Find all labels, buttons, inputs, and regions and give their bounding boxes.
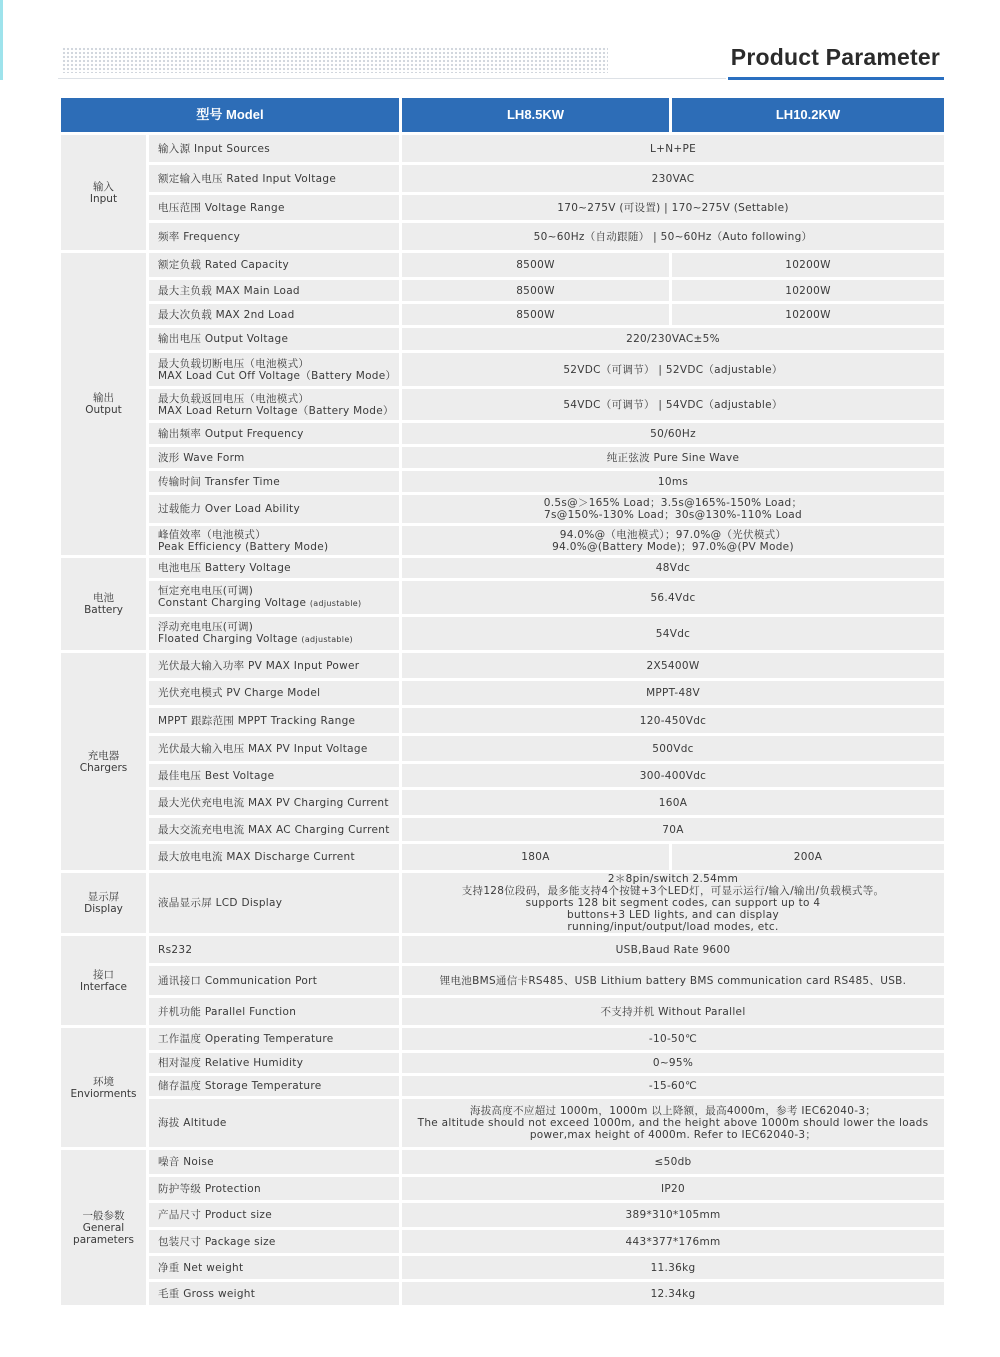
table-row	[61, 764, 944, 790]
category-input	[61, 135, 149, 253]
param-label: 净重 Net weight	[149, 1256, 402, 1282]
category-en: Interface	[79, 980, 127, 993]
category-display	[61, 873, 149, 936]
table-row	[61, 1177, 944, 1203]
param-label: 额定输入电压 Rated Input Voltage	[149, 165, 402, 195]
param-label: 包装尺寸 Package size	[149, 1230, 402, 1256]
param-value: 54VDC（可调节） | 54VDC（adjustable）	[402, 389, 944, 423]
param-value: -15-60℃	[402, 1076, 944, 1099]
param-value: 300-400Vdc	[402, 764, 944, 790]
param-label: 额定负载 Rated Capacity	[149, 253, 402, 280]
category-en: Battery	[84, 604, 123, 616]
table-row	[61, 966, 944, 998]
category-en: Input	[89, 192, 118, 205]
param-label: 电池电压 Battery Voltage	[149, 558, 402, 581]
param-value: 389*310*105mm	[402, 1203, 944, 1230]
table-row	[61, 1099, 944, 1150]
param-value	[402, 1099, 944, 1150]
param-label-en-row	[158, 597, 399, 610]
param-value: -10-50℃	[402, 1028, 944, 1053]
param-value: 2X5400W	[402, 653, 944, 681]
param-label	[149, 353, 402, 389]
category-battery	[61, 558, 149, 653]
param-label: 光伏最大输入功率 PV MAX Input Power	[149, 653, 402, 681]
param-value: 500Vdc	[402, 736, 944, 764]
param-label: 毛重 Gross weight	[149, 1282, 402, 1308]
param-label	[149, 526, 402, 558]
category-en: Display	[84, 903, 123, 915]
param-value: 170~275V (可设置) | 170~275V (Settable)	[402, 195, 944, 223]
param-label: 相对湿度 Relative Humidity	[149, 1053, 402, 1076]
param-label: 光伏充电模式 PV Charge Model	[149, 681, 402, 708]
param-label-zh: 恒定充电电压(可调)	[158, 585, 254, 597]
param-label-zh: 峰值效率（电池模式）	[158, 528, 266, 541]
table-row	[61, 558, 944, 581]
param-label	[149, 389, 402, 423]
param-label: 最大主负载 MAX Main Load	[149, 280, 402, 304]
param-label: 储存温度 Storage Temperature	[149, 1076, 402, 1099]
param-label	[149, 581, 402, 617]
param-label-zh: 最大负载返回电压（电池模式）	[158, 392, 310, 405]
param-value: 120-450Vdc	[402, 708, 944, 736]
param-label: 波形 Wave Form	[149, 447, 402, 471]
table-row	[61, 280, 944, 304]
parameter-table	[61, 98, 944, 1308]
table-row	[61, 1282, 944, 1308]
param-note: (adjustable)	[301, 635, 353, 644]
param-label-en: Peak Efficiency (Battery Mode)	[158, 540, 329, 553]
param-label-en: MAX Load Cut Off Voltage（Battery Mode）	[158, 369, 397, 382]
param-value: L+N+PE	[402, 135, 944, 165]
header-divider	[58, 78, 726, 79]
category-zh: 环境	[93, 1075, 114, 1088]
param-note: (adjustable)	[309, 599, 362, 608]
param-value: 220/230VAC±5%	[402, 328, 944, 353]
param-value: 54Vdc	[402, 617, 944, 653]
param-label: 输出频率 Output Frequency	[149, 423, 402, 447]
param-label: 通讯接口 Communication Port	[149, 966, 402, 998]
param-label: 并机功能 Parallel Function	[149, 998, 402, 1028]
param-value: 10ms	[402, 471, 944, 495]
value-line: power,max height of 4000m. Refer to IEC62040-3；	[529, 1129, 817, 1141]
param-label: 最大放电电流 MAX Discharge Current	[149, 844, 402, 873]
value-line: 支持128位段码，最多能支持4个按键+3个LED灯，可显示运行/输入/输出/负载模式等。	[461, 885, 885, 897]
param-label-en: Floated Charging Voltage	[158, 633, 298, 645]
param-label: 电压范围 Voltage Range	[149, 195, 402, 223]
value-line: 2＊8pin/switch 2.54mm	[607, 873, 739, 885]
category-en: Output	[85, 404, 122, 416]
param-label: 最大次负载 MAX 2nd Load	[149, 304, 402, 328]
model-lh8-5kw-header: LH8.5KW	[402, 98, 672, 135]
param-value: 70A	[402, 818, 944, 844]
category-interface	[61, 936, 149, 1028]
value-line: supports 128 bit segment codes, can support up to 4	[525, 897, 821, 909]
param-label: 过载能力 Over Load Ability	[149, 495, 402, 526]
table-row	[61, 1028, 944, 1053]
param-value: ≤50db	[402, 1150, 944, 1177]
category-en: parameters	[73, 1233, 134, 1246]
table-row	[61, 495, 944, 526]
left-accent-bar	[0, 0, 3, 80]
param-value	[402, 873, 944, 936]
param-value-lh8-5kw: 8500W	[402, 280, 672, 304]
param-value-lh10-2kw: 10200W	[672, 253, 944, 280]
header-dot-pattern	[62, 47, 608, 73]
value-line: 7s@150%-130% Load；30s@130%-110% Load	[544, 509, 803, 521]
category-zh: 充电器	[87, 749, 120, 762]
param-label: 防护等级 Protection	[149, 1177, 402, 1203]
table-row	[61, 471, 944, 495]
category-en: General	[82, 1221, 125, 1234]
param-value: 12.34kg	[402, 1282, 944, 1308]
param-label: MPPT 跟踪范围 MPPT Tracking Range	[149, 708, 402, 736]
param-label: 最大交流充电电流 MAX AC Charging Current	[149, 818, 402, 844]
param-label: 传输时间 Transfer Time	[149, 471, 402, 495]
param-label-en-row	[158, 633, 399, 646]
table-row	[61, 1053, 944, 1076]
param-label: 噪音 Noise	[149, 1150, 402, 1177]
page-title: Product Parameter	[730, 44, 940, 70]
param-label: 海拔 Altitude	[149, 1099, 402, 1150]
param-value: IP20	[402, 1177, 944, 1203]
table-row	[61, 389, 944, 423]
table-row	[61, 223, 944, 253]
param-value-lh10-2kw: 10200W	[672, 304, 944, 328]
table-row	[61, 873, 944, 936]
param-label: 最佳电压 Best Voltage	[149, 764, 402, 790]
param-label-zh: 浮动充电电压(可调)	[158, 621, 254, 633]
param-label: 液晶显示屏 LCD Display	[149, 873, 402, 936]
value-line: 94.0%@（电池模式）；97.0%@（光伏模式）	[559, 528, 787, 541]
param-value: USB,Baud Rate 9600	[402, 936, 944, 966]
param-label-en: Constant Charging Voltage	[158, 597, 307, 609]
param-value: MPPT-48V	[402, 681, 944, 708]
param-value: 不支持并机 Without Parallel	[402, 998, 944, 1028]
value-line: The altitude should not exceed 1000m, and the height above 1000m should lower the loads	[417, 1117, 929, 1129]
category-zh: 输入	[93, 180, 114, 193]
param-value-lh8-5kw: 180A	[402, 844, 672, 873]
param-label-zh: 最大负载切断电压（电池模式）	[158, 357, 310, 370]
param-value: 纯正弦波 Pure Sine Wave	[402, 447, 944, 471]
param-label: 频率 Frequency	[149, 223, 402, 253]
category-zh: 显示屏	[87, 891, 120, 903]
param-value: 48Vdc	[402, 558, 944, 581]
param-value: 443*377*176mm	[402, 1230, 944, 1256]
model-header: 型号 Model	[61, 98, 402, 135]
table-row	[61, 135, 944, 165]
table-row	[61, 681, 944, 708]
table-row	[61, 708, 944, 736]
table-row	[61, 653, 944, 681]
param-value: 50/60Hz	[402, 423, 944, 447]
category-zh: 接口	[93, 968, 114, 981]
table-row	[61, 1256, 944, 1282]
table-header-row	[61, 98, 944, 135]
param-value-lh8-5kw: 8500W	[402, 304, 672, 328]
category-chargers	[61, 653, 149, 873]
table-row	[61, 1230, 944, 1256]
param-value	[402, 526, 944, 558]
table-row	[61, 936, 944, 966]
table-row	[61, 617, 944, 653]
param-label: Rs232	[149, 936, 402, 966]
table-row	[61, 1076, 944, 1099]
table-row	[61, 736, 944, 764]
table-row	[61, 423, 944, 447]
table-row	[61, 328, 944, 353]
param-value: 56.4Vdc	[402, 581, 944, 617]
table-row	[61, 844, 944, 873]
title-underline	[728, 77, 944, 80]
table-row	[61, 581, 944, 617]
param-value: 160A	[402, 790, 944, 818]
table-row	[61, 818, 944, 844]
value-line: buttons+3 LED lights, and can display	[567, 909, 779, 921]
table-row	[61, 790, 944, 818]
param-value: 50~60Hz（自动跟随） | 50~60Hz（Auto following）	[402, 223, 944, 253]
table-row	[61, 353, 944, 389]
category-zh: 输出	[93, 392, 114, 404]
param-value: 0~95%	[402, 1053, 944, 1076]
param-label: 输出电压 Output Voltage	[149, 328, 402, 353]
category-zh: 一般参数	[82, 1209, 125, 1222]
table-row	[61, 253, 944, 280]
value-line: 94.0%@(Battery Mode)；97.0%@(PV Mode)	[552, 540, 794, 553]
param-label-en: MAX Load Return Voltage（Battery Mode）	[158, 404, 394, 417]
table-row	[61, 526, 944, 558]
category-en: Chargers	[79, 761, 128, 774]
table-row	[61, 165, 944, 195]
param-value: 11.36kg	[402, 1256, 944, 1282]
category-en: Enviorments	[70, 1087, 137, 1100]
value-line: running/input/output/load modes, etc.	[567, 921, 779, 933]
table-row	[61, 1203, 944, 1230]
param-value-lh10-2kw: 10200W	[672, 280, 944, 304]
table-row	[61, 447, 944, 471]
category-output	[61, 253, 149, 558]
param-label: 光伏最大输入电压 MAX PV Input Voltage	[149, 736, 402, 764]
param-value: 锂电池BMS通信卡RS485、USB Lithium battery BMS communication card RS485、USB.	[402, 966, 944, 998]
table-row	[61, 1150, 944, 1177]
table-row	[61, 998, 944, 1028]
param-value-lh8-5kw: 8500W	[402, 253, 672, 280]
param-value: 52VDC（可调节） | 52VDC（adjustable）	[402, 353, 944, 389]
param-value	[402, 495, 944, 526]
value-line: 海拔高度不应超过 1000m，1000m 以上降额，最高4000m，参考 IEC62040-3；	[469, 1105, 877, 1117]
category-general	[61, 1150, 149, 1308]
param-label: 最大光伏充电电流 MAX PV Charging Current	[149, 790, 402, 818]
category-zh: 电池	[93, 592, 114, 604]
category-environment	[61, 1028, 149, 1150]
table-row	[61, 195, 944, 223]
param-label: 输入源 Input Sources	[149, 135, 402, 165]
table-row	[61, 304, 944, 328]
param-label	[149, 617, 402, 653]
model-lh10-2kw-header: LH10.2KW	[672, 98, 944, 135]
param-value-lh10-2kw: 200A	[672, 844, 944, 873]
param-value: 230VAC	[402, 165, 944, 195]
value-line: 0.5s@＞165% Load；3.5s@165%-150% Load；	[543, 497, 803, 509]
param-label: 产品尺寸 Product size	[149, 1203, 402, 1230]
param-label: 工作温度 Operating Temperature	[149, 1028, 402, 1053]
